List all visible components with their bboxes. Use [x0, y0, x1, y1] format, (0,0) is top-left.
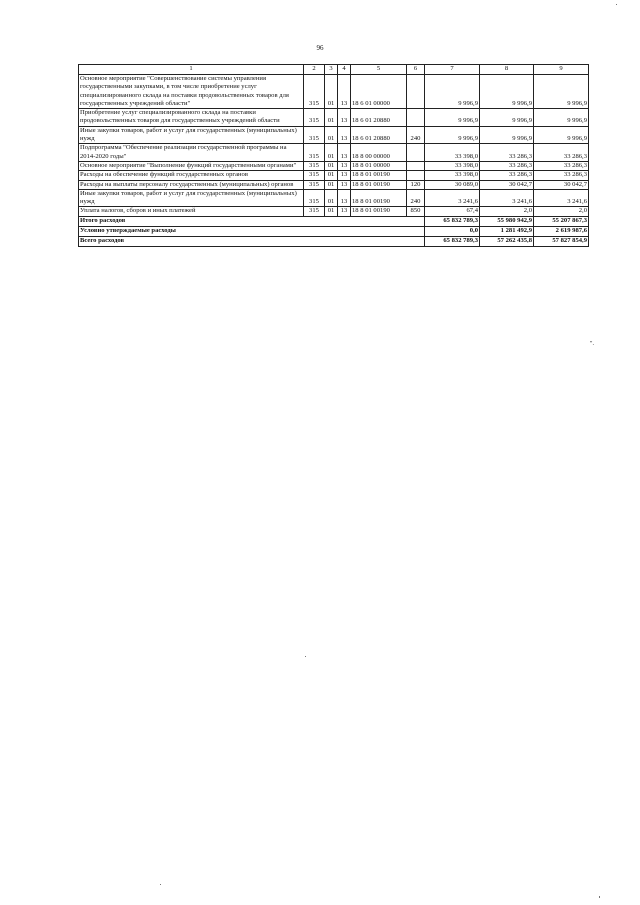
- closing-quote-mark: ".: [590, 341, 594, 347]
- total-row: [79, 226, 589, 236]
- table-row: [79, 144, 589, 162]
- row-subsection: 13: [338, 109, 351, 127]
- row-target-article: 18 8 01 00190: [351, 171, 407, 180]
- row-amount-year-2: 9 996,9: [480, 109, 534, 127]
- row-section: 01: [325, 171, 338, 180]
- total-row: [79, 216, 589, 226]
- header-cell: 7: [425, 65, 480, 75]
- row-amount-year-3: 30 042,7: [534, 180, 589, 189]
- row-target-article: 18 6 01 00000: [351, 75, 407, 109]
- row-target-article: 18 8 01 00000: [351, 161, 407, 170]
- header-cell: 3: [325, 65, 338, 75]
- table-row: [79, 161, 589, 170]
- row-amount-year-1: 33 398,0: [425, 144, 480, 162]
- header-cell: 6: [407, 65, 425, 75]
- row-name: Основное мероприятие "Совершенствование системы управления государственными закупками, в том числе приобретение услуг специализированного склада на поставки продовольственных товаров для государственных учреждений области": [79, 75, 304, 109]
- row-expense-type: [407, 161, 425, 170]
- row-section: 01: [325, 126, 338, 144]
- row-amount-year-1: 9 996,9: [425, 109, 480, 127]
- row-section: 01: [325, 109, 338, 127]
- row-amount-year-1: 3 241,6: [425, 189, 480, 207]
- header-cell: 1: [79, 65, 304, 75]
- total-row: [79, 236, 589, 246]
- row-amount-year-2: 30 042,7: [480, 180, 534, 189]
- row-subsection: 13: [338, 189, 351, 207]
- row-name: Расходы на обеспечение функций государственных органов: [79, 171, 304, 180]
- row-amount-year-3: 3 241,6: [534, 189, 589, 207]
- page-number: 96: [316, 44, 324, 52]
- row-amount-year-3: 9 996,9: [534, 109, 589, 127]
- header-row: [79, 65, 589, 75]
- total-year-2: 1 281 492,9: [480, 226, 534, 236]
- table-row: [79, 207, 589, 216]
- row-expense-type: 850: [407, 207, 425, 216]
- table-row: [79, 171, 589, 180]
- row-expense-type: [407, 171, 425, 180]
- scan-speck: [599, 896, 600, 898]
- row-amount-year-2: 33 286,3: [480, 171, 534, 180]
- row-grbs: 315: [304, 161, 325, 170]
- total-year-1: 65 832 789,3: [425, 236, 480, 246]
- row-grbs: 315: [304, 75, 325, 109]
- total-year-3: 57 827 854,9: [534, 236, 589, 246]
- total-year-1: 65 832 789,3: [425, 216, 480, 226]
- row-target-article: 18 6 01 20880: [351, 109, 407, 127]
- row-amount-year-1: 9 996,9: [425, 75, 480, 109]
- row-name: Приобретение услуг специализированного склада на поставки продовольственных товаров для государственных учреждений области: [79, 109, 304, 127]
- row-name: Уплата налогов, сборов и иных платежей: [79, 207, 304, 216]
- header-cell: 8: [480, 65, 534, 75]
- row-expense-type: 240: [407, 126, 425, 144]
- row-amount-year-2: 33 286,3: [480, 144, 534, 162]
- total-label: Всего расходов: [79, 236, 425, 246]
- total-year-3: 2 619 987,6: [534, 226, 589, 236]
- row-target-article: 18 8 01 00190: [351, 189, 407, 207]
- table-row: [79, 180, 589, 189]
- total-year-2: 55 980 942,9: [480, 216, 534, 226]
- row-section: 01: [325, 180, 338, 189]
- row-name: Иные закупки товаров, работ и услуг для государственных (муниципальных) нужд: [79, 189, 304, 207]
- total-year-2: 57 262 435,8: [480, 236, 534, 246]
- header-cell: 5: [351, 65, 407, 75]
- table-row: [79, 75, 589, 109]
- row-grbs: 315: [304, 180, 325, 189]
- row-expense-type: 120: [407, 180, 425, 189]
- row-target-article: 18 8 01 00190: [351, 180, 407, 189]
- row-grbs: 315: [304, 126, 325, 144]
- row-subsection: 13: [338, 180, 351, 189]
- row-amount-year-2: 9 996,9: [480, 126, 534, 144]
- row-subsection: 13: [338, 126, 351, 144]
- table-row: [79, 189, 589, 207]
- row-amount-year-3: 2,0: [534, 207, 589, 216]
- row-amount-year-2: 3 241,6: [480, 189, 534, 207]
- row-grbs: 315: [304, 207, 325, 216]
- row-amount-year-1: 9 996,9: [425, 126, 480, 144]
- row-target-article: 18 8 00 00000: [351, 144, 407, 162]
- row-amount-year-2: 9 996,9: [480, 75, 534, 109]
- row-name: Иные закупки товаров, работ и услуг для государственных (муниципальных) нужд: [79, 126, 304, 144]
- row-expense-type: 240: [407, 189, 425, 207]
- row-amount-year-2: 2,0: [480, 207, 534, 216]
- row-section: 01: [325, 75, 338, 109]
- row-grbs: 315: [304, 144, 325, 162]
- scan-speck: [616, 4, 617, 5]
- header-cell: 4: [338, 65, 351, 75]
- scan-speck: [160, 884, 161, 885]
- row-name: Подпрограмма "Обеспечение реализации государственной программы на 2014-2020 годы": [79, 144, 304, 162]
- table-row: [79, 109, 589, 127]
- total-label: Итого расходов: [79, 216, 425, 226]
- row-section: 01: [325, 161, 338, 170]
- row-section: 01: [325, 207, 338, 216]
- row-amount-year-3: 33 286,3: [534, 161, 589, 170]
- row-subsection: 13: [338, 207, 351, 216]
- table-row: [79, 126, 589, 144]
- row-expense-type: [407, 75, 425, 109]
- row-subsection: 13: [338, 144, 351, 162]
- row-amount-year-1: 33 398,0: [425, 171, 480, 180]
- row-amount-year-1: 33 398,0: [425, 161, 480, 170]
- row-amount-year-3: 9 996,9: [534, 126, 589, 144]
- row-expense-type: [407, 144, 425, 162]
- row-amount-year-3: 9 996,9: [534, 75, 589, 109]
- budget-table: [78, 64, 589, 247]
- row-amount-year-2: 33 286,3: [480, 161, 534, 170]
- row-grbs: 315: [304, 171, 325, 180]
- total-year-1: 0,0: [425, 226, 480, 236]
- row-section: 01: [325, 144, 338, 162]
- row-target-article: 18 8 01 00190: [351, 207, 407, 216]
- row-subsection: 13: [338, 171, 351, 180]
- row-amount-year-1: 67,4: [425, 207, 480, 216]
- row-grbs: 315: [304, 109, 325, 127]
- row-amount-year-3: 33 286,3: [534, 144, 589, 162]
- row-subsection: 13: [338, 161, 351, 170]
- row-amount-year-1: 30 089,0: [425, 180, 480, 189]
- header-cell: 2: [304, 65, 325, 75]
- scan-speck: [305, 656, 306, 657]
- row-expense-type: [407, 109, 425, 127]
- row-target-article: 18 6 01 20880: [351, 126, 407, 144]
- row-subsection: 13: [338, 75, 351, 109]
- row-section: 01: [325, 189, 338, 207]
- total-label: Условно утверждаемые расходы: [79, 226, 425, 236]
- row-amount-year-3: 33 286,3: [534, 171, 589, 180]
- row-grbs: 315: [304, 189, 325, 207]
- total-year-3: 55 207 867,3: [534, 216, 589, 226]
- row-name: Основное мероприятие "Выполнение функций государственными органами": [79, 161, 304, 170]
- row-name: Расходы на выплаты персоналу государственных (муниципальных) органов: [79, 180, 304, 189]
- header-cell: 9: [534, 65, 589, 75]
